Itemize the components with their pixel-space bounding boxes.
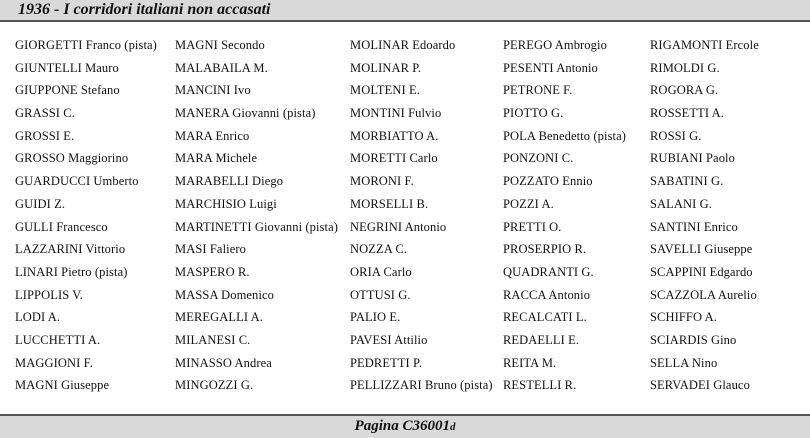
rider-name: RACCA Antonio	[503, 287, 591, 302]
page-number-label: Pagina C36001	[354, 418, 450, 434]
rider-name: POZZATO Ennio	[503, 174, 593, 189]
rider-name: REDAELLI E.	[503, 332, 580, 347]
rider-name: REITA M.	[503, 355, 557, 370]
rider-name: MOLINAR P.	[350, 60, 422, 75]
rider-name: SANTINI Enrico	[650, 219, 738, 234]
rider-name: PIOTTO G.	[503, 106, 564, 121]
rider-name: MANERA Giovanni (pista)	[175, 106, 316, 121]
rider-name: GROSSO Maggiorino	[15, 151, 129, 166]
rider-name: PETRONE F.	[503, 83, 573, 98]
rider-name: SCAZZOLA Aurelio	[650, 287, 757, 302]
rider-name: GIUNTELLI Mauro	[15, 60, 119, 75]
rider-name: SAVELLI Giuseppe	[650, 242, 753, 257]
rider-name: SCAPPINI Edgardo	[650, 264, 753, 279]
rider-name: PALIO E.	[350, 310, 401, 325]
rider-name: PESENTI Antonio	[503, 60, 598, 75]
rider-name: MASI Faliero	[175, 242, 246, 257]
rider-name: MARABELLI Diego	[175, 174, 284, 189]
rider-name: GIORGETTI Franco (pista)	[15, 38, 157, 52]
riders-column-2	[175, 34, 338, 397]
rider-name: MARA Michele	[175, 151, 258, 166]
riders-column-3	[350, 34, 493, 397]
rider-name: PEREGO Ambrogio	[503, 38, 607, 52]
rider-name: ORIA Carlo	[350, 264, 412, 279]
rider-name: QUADRANTI G.	[503, 264, 594, 279]
rider-name: RECALCATI L.	[503, 310, 587, 325]
rider-name: POLA Benedetto (pista)	[503, 128, 627, 143]
rider-name: NEGRINI Antonio	[350, 219, 447, 234]
rider-name: PAVESI Attilio	[350, 332, 428, 347]
rider-name: MASPERO R.	[175, 264, 250, 279]
rider-name: MINGOZZI G.	[175, 378, 254, 393]
rider-name: PELLIZZARI Bruno (pista)	[350, 378, 493, 393]
rider-name: MONTINI Fulvio	[350, 106, 442, 121]
rider-name: MAGGIONI F.	[15, 355, 93, 370]
rider-name: MEREGALLI A.	[175, 310, 263, 325]
rider-name: SCIARDIS Gino	[650, 332, 737, 347]
rider-name: RESTELLI R.	[503, 378, 577, 393]
page-number	[0, 418, 810, 435]
rider-name: RIGAMONTI Ercole	[650, 38, 759, 52]
riders-column-4	[503, 34, 626, 397]
rider-name: GROSSI E.	[15, 128, 75, 143]
riders-column-1	[15, 34, 157, 397]
rider-name: PONZONI C.	[503, 151, 574, 166]
rider-name: LODI A.	[15, 310, 61, 325]
rider-name: MORSELLI B.	[350, 196, 429, 211]
rider-name: MOLTENI E.	[350, 83, 420, 98]
rider-name: MOLINAR Edoardo	[350, 38, 456, 52]
page-title: 1936 - I corridori italiani non accasati	[18, 1, 271, 18]
rider-name: SCHIFFO A.	[650, 310, 717, 325]
rider-name: GIUPPONE Stefano	[15, 83, 120, 98]
rider-name: MALABAILA M.	[175, 60, 268, 75]
rider-name: MILANESI C.	[175, 332, 251, 347]
rider-name: MARCHISIO Luigi	[175, 196, 277, 211]
rider-name: MARA Enrico	[175, 128, 250, 143]
rider-name: SELLA Nino	[650, 355, 718, 370]
riders-list	[0, 34, 810, 402]
rider-name: MAGNI Giuseppe	[15, 378, 110, 393]
rider-name: ROSSI G.	[650, 128, 702, 143]
rider-name: NOZZA C.	[350, 242, 408, 257]
footer-bar	[0, 414, 810, 438]
rider-name: SALANI G.	[650, 196, 713, 211]
rider-name: POZZI A.	[503, 196, 554, 211]
rider-name: LAZZARINI Vittorio	[15, 242, 126, 257]
riders-column-5	[650, 34, 759, 397]
rider-name: MAGNI Secondo	[175, 38, 265, 52]
header-bar	[0, 0, 810, 22]
rider-name: PROSERPIO R.	[503, 242, 587, 257]
rider-name: PRETTI O.	[503, 219, 562, 234]
rider-name: MORETTI Carlo	[350, 151, 438, 166]
rider-name: RUBIANI Paolo	[650, 151, 735, 166]
rider-name: LIPPOLIS V.	[15, 287, 84, 302]
rider-name: LINARI Pietro (pista)	[15, 264, 128, 279]
rider-name: GRASSI C.	[15, 106, 75, 121]
rider-name: GUIDI Z.	[15, 196, 66, 211]
rider-name: MARTINETTI Giovanni (pista)	[175, 219, 339, 234]
rider-name: OTTUSI G.	[350, 287, 411, 302]
page-number-suffix: d	[449, 421, 456, 433]
rider-name: PEDRETTI P.	[350, 355, 422, 370]
rider-name: ROGORA G.	[650, 83, 719, 98]
rider-name: ROSSETTI A.	[650, 106, 725, 121]
rider-name: MORBIATTO A.	[350, 128, 439, 143]
rider-name: GUARDUCCI Umberto	[15, 174, 139, 189]
rider-name: MANCINI Ivo	[175, 83, 251, 98]
rider-name: SERVADEI Glauco	[650, 378, 750, 393]
rider-name: MASSA Domenico	[175, 287, 274, 302]
rider-name: SABATINI G.	[650, 174, 724, 189]
rider-name: MORONI F.	[350, 174, 414, 189]
rider-name: LUCCHETTI A.	[15, 332, 101, 347]
rider-name: GULLI Francesco	[15, 219, 108, 234]
rider-name: RIMOLDI G.	[650, 60, 720, 75]
rider-name: MINASSO Andrea	[175, 355, 272, 370]
